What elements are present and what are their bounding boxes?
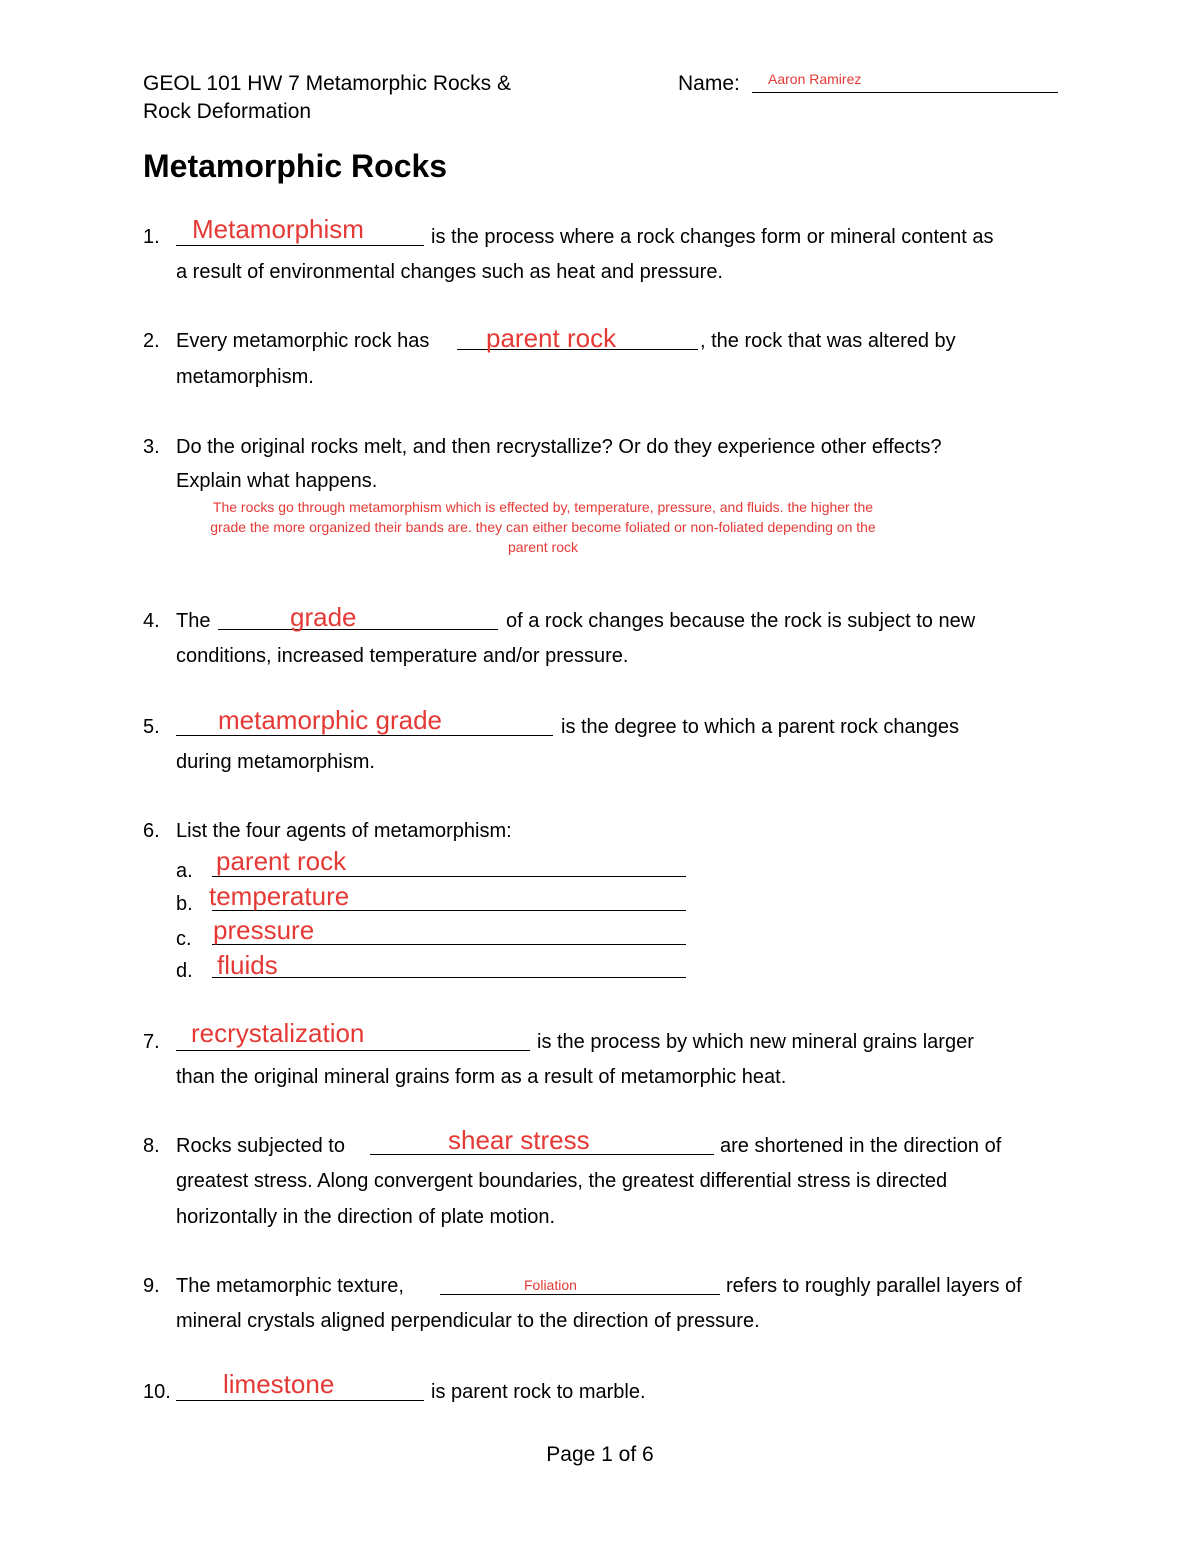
q10-number: 10. bbox=[143, 1381, 171, 1403]
q1-blank-line bbox=[176, 245, 424, 246]
q4-blank-line bbox=[218, 629, 498, 630]
q2-text-post: , the rock that was altered by bbox=[700, 330, 956, 352]
q9-blank-line bbox=[440, 1294, 720, 1295]
q8-number: 8. bbox=[143, 1135, 160, 1157]
q5-text: is the degree to which a parent rock changes bbox=[561, 716, 960, 738]
q5-text-2: during metamorphism. bbox=[176, 751, 375, 773]
q6-letter-c: c. bbox=[176, 928, 192, 950]
name-label: Name: bbox=[678, 72, 740, 95]
q8-text-post: are shortened in the direction of bbox=[720, 1135, 1002, 1157]
q1-number: 1. bbox=[143, 226, 160, 248]
q5-answer: metamorphic grade bbox=[218, 705, 442, 735]
q1-text: is the process where a rock changes form or mineral content as bbox=[431, 226, 994, 248]
q2-answer: parent rock bbox=[486, 323, 617, 353]
q6-text: List the four agents of metamorphism: bbox=[176, 820, 512, 842]
q4-text-2: conditions, increased temperature and/or pressure. bbox=[176, 645, 629, 667]
q2-text-pre: Every metamorphic rock has bbox=[176, 330, 430, 352]
q2-number: 2. bbox=[143, 330, 160, 352]
q4-text-post: of a rock changes because the rock is subject to new bbox=[506, 610, 976, 632]
q1-text-2: a result of environmental changes such as heat and pressure. bbox=[176, 261, 723, 283]
q6-letter-b: b. bbox=[176, 893, 193, 915]
q7-number: 7. bbox=[143, 1031, 160, 1053]
name-value: Aaron Ramirez bbox=[768, 71, 862, 87]
q9-text-2: mineral crystals aligned perpendicular to the direction of pressure. bbox=[176, 1310, 760, 1332]
q10-blank-line bbox=[176, 1400, 424, 1401]
q7-blank-line bbox=[176, 1050, 530, 1051]
course-title: GEOL 101 HW 7 Metamorphic Rocks & bbox=[143, 72, 512, 95]
q6-answer-a: parent rock bbox=[216, 846, 347, 876]
q7-answer: recrystalization bbox=[191, 1018, 365, 1048]
course-title-line2: Rock Deformation bbox=[143, 100, 312, 123]
q6-answer-d: fluids bbox=[217, 950, 278, 980]
q6-answer-b: temperature bbox=[209, 881, 350, 911]
page-number: Page 1 of 6 bbox=[546, 1443, 654, 1466]
q6-blank-line-a bbox=[212, 876, 686, 877]
q4-text-pre: The bbox=[176, 610, 211, 632]
q3-text-2: Explain what happens. bbox=[176, 470, 378, 492]
q1-answer: Metamorphism bbox=[192, 214, 364, 244]
q6-letter-d: d. bbox=[176, 960, 193, 982]
q4-number: 4. bbox=[143, 610, 160, 632]
q9-text-pre: The metamorphic texture, bbox=[176, 1275, 404, 1297]
q8-text-2: greatest stress. Along convergent boundaries, the greatest differential stress is directed bbox=[176, 1170, 948, 1192]
q6-number: 6. bbox=[143, 820, 160, 842]
q8-text-3: horizontally in the direction of plate motion. bbox=[176, 1206, 556, 1228]
page-title: Metamorphic Rocks bbox=[143, 148, 448, 184]
q7-text: is the process by which new mineral grains larger bbox=[537, 1031, 974, 1053]
q4-answer: grade bbox=[290, 602, 357, 632]
q6-answer-c: pressure bbox=[213, 915, 315, 945]
q9-number: 9. bbox=[143, 1275, 160, 1297]
q3-text: Do the original rocks melt, and then recrystallize? Or do they experience other effects? bbox=[176, 436, 942, 458]
q8-text-pre: Rocks subjected to bbox=[176, 1135, 345, 1157]
q3-number: 3. bbox=[143, 436, 160, 458]
q7-text-2: than the original mineral grains form as a result of metamorphic heat. bbox=[176, 1066, 787, 1088]
q3-answer-line2: grade the more organized their bands are. they can either become foliated or non-foliated depending on the bbox=[210, 519, 876, 535]
q3-answer-line3: parent rock bbox=[507, 539, 579, 555]
q10-answer: limestone bbox=[223, 1369, 335, 1399]
q5-blank-line bbox=[176, 735, 553, 736]
q2-text-2: metamorphism. bbox=[176, 366, 314, 388]
q6-letter-a: a. bbox=[176, 860, 193, 882]
q10-text: is parent rock to marble. bbox=[431, 1381, 646, 1403]
q9-text-post: refers to roughly parallel layers of bbox=[726, 1275, 1022, 1297]
q9-answer: Foliation bbox=[524, 1277, 577, 1293]
q8-answer: shear stress bbox=[448, 1125, 590, 1155]
q6-blank-line-d bbox=[212, 977, 686, 978]
q3-answer-line1: The rocks go through metamorphism which is effected by, temperature, pressure, and fluids. the higher the bbox=[212, 499, 874, 515]
name-field-line bbox=[752, 92, 1058, 93]
q5-number: 5. bbox=[143, 716, 160, 738]
